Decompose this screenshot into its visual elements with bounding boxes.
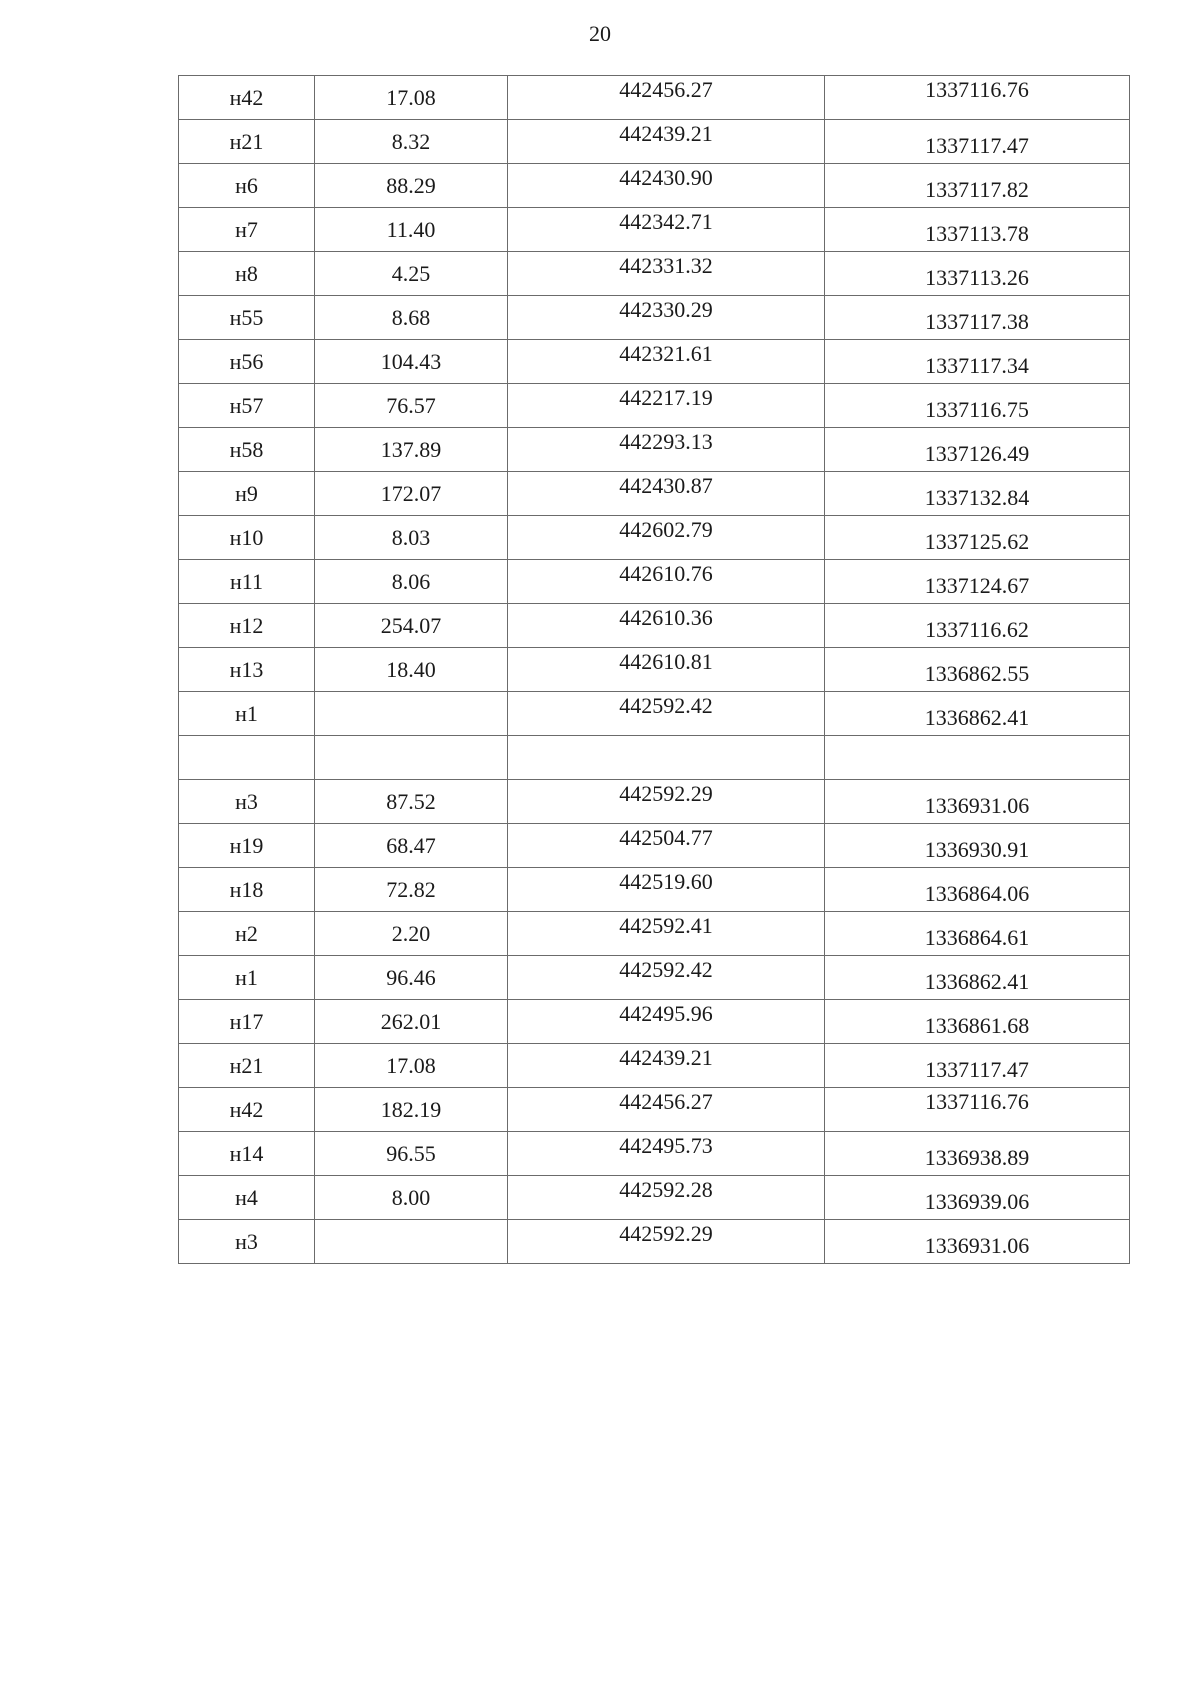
x-coordinate-text: 442602.79 <box>619 516 713 542</box>
segment-length-cell <box>315 76 508 120</box>
x-coordinate-cell <box>508 252 825 296</box>
y-coordinate-text: 1337117.47 <box>925 1056 1029 1082</box>
point-name-cell <box>179 384 315 428</box>
y-coordinate-text: 1337116.62 <box>925 616 1029 642</box>
x-coordinate-text: 442610.36 <box>619 604 713 630</box>
x-coordinate-text: 442456.27 <box>619 76 713 102</box>
x-coordinate-text: 442519.60 <box>619 868 713 894</box>
x-coordinate-text: 442293.13 <box>619 428 713 454</box>
x-coordinate-text: 442610.81 <box>619 648 713 674</box>
point-name-cell <box>179 1044 315 1088</box>
y-coordinate-cell <box>825 824 1130 868</box>
y-coordinate-text: 1336864.61 <box>924 924 1030 950</box>
x-coordinate-cell <box>508 428 825 472</box>
table-row <box>179 296 1130 340</box>
x-coordinate-text: 442430.87 <box>619 472 713 498</box>
point-name-text: н58 <box>229 436 264 462</box>
segment-length-text: 2.20 <box>391 920 431 946</box>
point-name-cell <box>179 956 315 1000</box>
point-name-cell <box>179 648 315 692</box>
x-coordinate-text: 442456.27 <box>619 1088 713 1114</box>
y-coordinate-text: 1336939.06 <box>924 1188 1030 1214</box>
point-name-text: н21 <box>229 1052 264 1078</box>
segment-length-cell <box>315 296 508 340</box>
point-name-cell <box>179 428 315 472</box>
point-name-cell <box>179 604 315 648</box>
segment-length-cell <box>315 1088 508 1132</box>
segment-length-text: 104.43 <box>380 348 442 374</box>
table-row <box>179 956 1130 1000</box>
point-name-text: н1 <box>235 700 258 726</box>
x-coordinate-text: 442331.32 <box>619 252 713 278</box>
segment-length-text: 8.68 <box>391 304 431 330</box>
x-coordinate-cell <box>508 1176 825 1220</box>
table-row <box>179 164 1130 208</box>
y-coordinate-text: 1336938.89 <box>924 1144 1030 1170</box>
segment-length-cell <box>315 164 508 208</box>
y-coordinate-text: 1336864.06 <box>924 880 1030 906</box>
x-coordinate-cell <box>508 516 825 560</box>
point-name-text: н1 <box>235 964 258 990</box>
table-row <box>179 1220 1130 1264</box>
table-row <box>179 384 1130 428</box>
point-name-text: н13 <box>229 656 264 682</box>
x-coordinate-text: 442592.29 <box>619 780 713 806</box>
x-coordinate-text: 442495.96 <box>619 1000 713 1026</box>
point-name-text: н10 <box>229 524 264 550</box>
point-name-text: н42 <box>229 1096 264 1122</box>
y-coordinate-cell <box>825 1044 1130 1088</box>
segment-length-cell <box>315 1220 508 1264</box>
table-row <box>179 1176 1130 1220</box>
x-coordinate-cell <box>508 164 825 208</box>
y-coordinate-cell <box>825 560 1130 604</box>
x-coordinate-cell <box>508 472 825 516</box>
y-coordinate-cell <box>825 120 1130 164</box>
y-coordinate-cell <box>825 384 1130 428</box>
x-coordinate-text: 442592.42 <box>619 692 713 718</box>
point-name-cell <box>179 1220 315 1264</box>
y-coordinate-cell <box>825 208 1130 252</box>
point-name-cell <box>179 120 315 164</box>
y-coordinate-cell <box>825 1220 1130 1264</box>
y-coordinate-text: 1337117.82 <box>925 176 1029 202</box>
table-row <box>179 516 1130 560</box>
x-coordinate-cell <box>508 560 825 604</box>
point-name-text: н57 <box>229 392 264 418</box>
y-coordinate-text: 1336861.68 <box>924 1012 1030 1038</box>
y-coordinate-cell <box>825 164 1130 208</box>
x-coordinate-text: 442592.42 <box>619 956 713 982</box>
table-row <box>179 252 1130 296</box>
segment-length-cell <box>315 1044 508 1088</box>
y-coordinate-text: 1337113.78 <box>925 220 1029 246</box>
segment-length-cell <box>315 604 508 648</box>
segment-length-cell <box>315 1000 508 1044</box>
x-coordinate-cell <box>508 912 825 956</box>
y-coordinate-text: 1337116.75 <box>925 396 1029 422</box>
x-coordinate-cell <box>508 956 825 1000</box>
point-name-text: н56 <box>229 348 264 374</box>
y-coordinate-text: 1337132.84 <box>924 484 1030 510</box>
point-name-text: н4 <box>235 1184 258 1210</box>
segment-length-text: 8.00 <box>391 1184 431 1210</box>
point-name-text: н55 <box>229 304 264 330</box>
point-name-cell <box>179 76 315 120</box>
point-name-text: н18 <box>229 876 264 902</box>
y-coordinate-text: 1337116.76 <box>925 1088 1029 1114</box>
point-name-cell <box>179 868 315 912</box>
y-coordinate-cell <box>825 1000 1130 1044</box>
segment-length-text: 254.07 <box>380 612 442 638</box>
segment-length-cell <box>315 428 508 472</box>
y-coordinate-cell <box>825 1132 1130 1176</box>
x-coordinate-text: 442217.19 <box>619 384 713 410</box>
y-coordinate-cell <box>825 516 1130 560</box>
y-coordinate-cell <box>825 472 1130 516</box>
point-name-text: н12 <box>229 612 264 638</box>
point-name-text: н8 <box>235 260 258 286</box>
table-row <box>179 120 1130 164</box>
x-coordinate-cell <box>508 824 825 868</box>
coordinates-table-body <box>179 76 1130 1264</box>
point-name-cell <box>179 1176 315 1220</box>
segment-length-cell <box>315 384 508 428</box>
point-name-cell <box>179 1088 315 1132</box>
coordinates-table <box>178 75 1130 1264</box>
segment-length-cell <box>315 736 508 780</box>
point-name-cell <box>179 780 315 824</box>
x-coordinate-cell <box>508 1000 825 1044</box>
point-name-cell <box>179 912 315 956</box>
table-row <box>179 692 1130 736</box>
x-coordinate-cell <box>508 1132 825 1176</box>
y-coordinate-cell <box>825 780 1130 824</box>
point-name-cell <box>179 208 315 252</box>
x-coordinate-text: 442592.41 <box>619 912 713 938</box>
segment-length-cell <box>315 692 508 736</box>
point-name-text: н6 <box>235 172 258 198</box>
segment-length-text: 96.55 <box>386 1140 436 1166</box>
segment-length-text: 11.40 <box>386 216 436 242</box>
point-name-cell <box>179 516 315 560</box>
y-coordinate-text: 1336931.06 <box>924 1232 1030 1258</box>
segment-length-text: 262.01 <box>380 1008 442 1034</box>
y-coordinate-cell <box>825 868 1130 912</box>
x-coordinate-cell <box>508 780 825 824</box>
x-coordinate-cell <box>508 208 825 252</box>
segment-length-text: 17.08 <box>386 1052 436 1078</box>
segment-length-text: 88.29 <box>386 172 436 198</box>
segment-length-text: 76.57 <box>386 392 436 418</box>
segment-length-text: 87.52 <box>386 788 436 814</box>
segment-length-cell <box>315 340 508 384</box>
x-coordinate-cell <box>508 120 825 164</box>
segment-length-cell <box>315 824 508 868</box>
segment-length-cell <box>315 868 508 912</box>
segment-length-text: 172.07 <box>380 480 442 506</box>
point-name-text: н11 <box>230 568 263 594</box>
segment-length-text: 4.25 <box>391 260 431 286</box>
point-name-text: н3 <box>235 788 258 814</box>
segment-length-cell <box>315 560 508 604</box>
point-name-text: н17 <box>229 1008 264 1034</box>
table-row <box>179 868 1130 912</box>
x-coordinate-text: 442439.21 <box>619 1044 713 1070</box>
table-row <box>179 472 1130 516</box>
x-coordinate-cell <box>508 868 825 912</box>
segment-length-cell <box>315 516 508 560</box>
segment-length-text: 182.19 <box>380 1096 442 1122</box>
y-coordinate-cell <box>825 912 1130 956</box>
table-row <box>179 648 1130 692</box>
x-coordinate-cell <box>508 692 825 736</box>
table-row <box>179 912 1130 956</box>
point-name-cell <box>179 736 315 780</box>
x-coordinate-cell <box>508 340 825 384</box>
point-name-cell <box>179 824 315 868</box>
y-coordinate-text: 1337125.62 <box>924 528 1030 554</box>
y-coordinate-cell <box>825 956 1130 1000</box>
segment-length-cell <box>315 780 508 824</box>
point-name-text: н42 <box>229 84 264 110</box>
x-coordinate-text: 442321.61 <box>619 340 713 366</box>
table-row <box>179 824 1130 868</box>
table-row <box>179 1088 1130 1132</box>
table-row <box>179 736 1130 780</box>
segment-length-text: 137.89 <box>380 436 442 462</box>
x-coordinate-cell <box>508 384 825 428</box>
y-coordinate-cell <box>825 1088 1130 1132</box>
x-coordinate-cell <box>508 736 825 780</box>
segment-length-text: 8.03 <box>391 524 431 550</box>
point-name-text: н7 <box>235 216 258 242</box>
x-coordinate-cell <box>508 76 825 120</box>
point-name-cell <box>179 1132 315 1176</box>
y-coordinate-cell <box>825 252 1130 296</box>
x-coordinate-text: 442495.73 <box>619 1132 713 1158</box>
point-name-cell <box>179 692 315 736</box>
x-coordinate-text: 442592.29 <box>619 1220 713 1246</box>
point-name-cell <box>179 164 315 208</box>
y-coordinate-text: 1336930.91 <box>924 836 1030 862</box>
x-coordinate-cell <box>508 296 825 340</box>
segment-length-text: 72.82 <box>386 876 436 902</box>
y-coordinate-text: 1337117.47 <box>925 132 1029 158</box>
x-coordinate-text: 442592.28 <box>619 1176 713 1202</box>
y-coordinate-text: 1336862.41 <box>924 968 1030 994</box>
x-coordinate-cell <box>508 1088 825 1132</box>
table-row <box>179 340 1130 384</box>
y-coordinate-text: 1336931.06 <box>924 792 1030 818</box>
segment-length-cell <box>315 472 508 516</box>
table-row <box>179 208 1130 252</box>
y-coordinate-text: 1337124.67 <box>924 572 1030 598</box>
y-coordinate-text: 1336862.41 <box>924 704 1030 730</box>
segment-length-text: 17.08 <box>386 84 436 110</box>
page-number: 20 <box>589 21 611 46</box>
segment-length-text: 68.47 <box>386 832 436 858</box>
x-coordinate-text: 442330.29 <box>619 296 713 322</box>
y-coordinate-cell <box>825 76 1130 120</box>
point-name-text: н3 <box>235 1228 258 1254</box>
x-coordinate-text: 442430.90 <box>619 164 713 190</box>
x-coordinate-text: 442439.21 <box>619 120 713 146</box>
x-coordinate-cell <box>508 1220 825 1264</box>
point-name-text: н21 <box>229 128 264 154</box>
point-name-cell <box>179 472 315 516</box>
y-coordinate-text: 1337117.34 <box>925 352 1029 378</box>
y-coordinate-text: 1337126.49 <box>924 440 1030 466</box>
point-name-text: н2 <box>235 920 258 946</box>
table-row <box>179 1044 1130 1088</box>
y-coordinate-cell <box>825 604 1130 648</box>
table-row <box>179 780 1130 824</box>
table-row <box>179 604 1130 648</box>
segment-length-cell <box>315 648 508 692</box>
segment-length-cell <box>315 252 508 296</box>
table-row <box>179 428 1130 472</box>
segment-length-text: 8.32 <box>391 128 431 154</box>
segment-length-text: 96.46 <box>386 964 436 990</box>
point-name-cell <box>179 560 315 604</box>
y-coordinate-text: 1337117.38 <box>925 308 1029 334</box>
point-name-cell <box>179 296 315 340</box>
y-coordinate-cell <box>825 1176 1130 1220</box>
point-name-cell <box>179 340 315 384</box>
segment-length-cell <box>315 1132 508 1176</box>
point-name-text: н9 <box>235 480 258 506</box>
segment-length-cell <box>315 120 508 164</box>
segment-length-cell <box>315 208 508 252</box>
y-coordinate-text: 1337116.76 <box>925 76 1029 102</box>
segment-length-cell <box>315 956 508 1000</box>
segment-length-text: 8.06 <box>391 568 431 594</box>
segment-length-cell <box>315 1176 508 1220</box>
x-coordinate-cell <box>508 1044 825 1088</box>
y-coordinate-cell <box>825 340 1130 384</box>
y-coordinate-cell <box>825 296 1130 340</box>
point-name-text: н19 <box>229 832 264 858</box>
point-name-cell <box>179 1000 315 1044</box>
x-coordinate-text: 442342.71 <box>619 208 713 234</box>
y-coordinate-cell <box>825 648 1130 692</box>
table-row <box>179 560 1130 604</box>
table-row <box>179 1000 1130 1044</box>
y-coordinate-text: 1337113.26 <box>925 264 1029 290</box>
y-coordinate-cell <box>825 736 1130 780</box>
y-coordinate-cell <box>825 692 1130 736</box>
x-coordinate-text: 442504.77 <box>619 824 713 850</box>
point-name-cell <box>179 252 315 296</box>
x-coordinate-text: 442610.76 <box>619 560 713 586</box>
y-coordinate-cell <box>825 428 1130 472</box>
x-coordinate-cell <box>508 648 825 692</box>
y-coordinate-text: 1336862.55 <box>924 660 1030 686</box>
table-row <box>179 76 1130 120</box>
table-row <box>179 1132 1130 1176</box>
segment-length-text: 18.40 <box>386 656 436 682</box>
x-coordinate-cell <box>508 604 825 648</box>
point-name-text: н14 <box>229 1140 264 1166</box>
segment-length-cell <box>315 912 508 956</box>
